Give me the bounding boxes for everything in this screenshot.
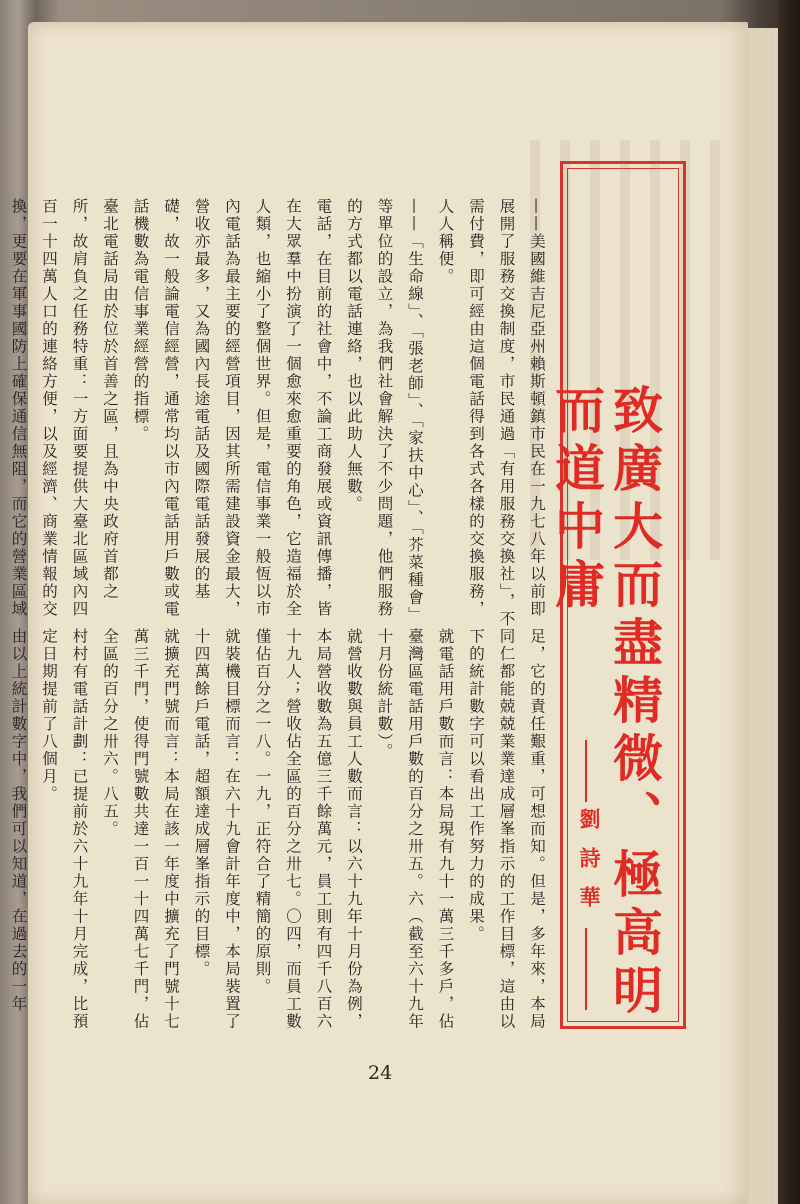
book-binding	[778, 0, 800, 1204]
page-stack-edge	[748, 28, 778, 1204]
body-text-lower: 足，它的責任艱重，可想而知。但是，多年來，本局同仁都能兢兢業業達成層峯指示的工作目標，這由以下的統計數字可以看出工作努力的成果。 就電話用戶數而言：本局現有九十一萬三千多戶，佔臺灣區電話用戶數的百分之卅五。六（截至六十九年十月份統計數）。 就營收數與員工人數而言：以六十九年十月份為例，本局營收數為五億三千餘萬元，員工則有四千八百六十九人；營收佔全區的百分之卅七。〇四，而員工數僅佔百分之一八。一九，正符合了精簡的原則。 就裝機目標而言：在六十九會計年度中，本局裝置了十四萬餘戶電話，超額達成層峯指示的目標。 就擴充門號而言：本局在該一年度中擴充了門號十七萬三千門，使得門號數共達一百一十四萬七千門，佔全區的百分之卅六。八五。 村村有電話計劃：已提前於六十九年十月完成，比預定日期提前了八個月。 由以上統計數字中，我們可以知道，在過去的一年	[9, 628, 546, 1031]
body-text-upper: ——美國維吉尼亞州賴斯頓鎮市民在一九七八年以前即展開了服務交換制度，市民通過「有用服務交換社」，不需付費，即可經由這個電話得到各式各樣的交換服務，人人稱便。 ——「生命線」、「張老師」、「家扶中心」、「芥菜種會」等單位的設立，為我們社會解決了不少問題，他們服務的方式都以電話連絡，也以此助人無數。 電話，在目前的社會中，不論工商發展或資訊傳播，皆在大眾羣中扮演了一個愈來愈重要的角色，它造福於全人類，也縮小了整個世界。但是，電信事業一般恆以市內電話為最主要的經營項目，因其所需建設資金最大，營收亦最多，又為國內長途電話及國際電話發展的基礎，故一般論電信經營，通常均以市內電話用戶數或電話機數為電信事業經營的指標。 臺北電話局由於位於首善之區，且為中央政府首都之所，故肩負之任務特重：一方面要提供大臺北區域內四百一十四萬人口的連絡方便，以及經濟、商業情報的交換，更要在軍事國防上確保通信無阻，而它的營業區域	[9, 198, 546, 628]
author-rule-bottom	[585, 928, 587, 1010]
article-title: 致廣大而盡精微、極高明而道中庸	[547, 384, 663, 1022]
author-rule-top	[585, 740, 587, 802]
page-number: 24	[368, 1062, 393, 1084]
article-author: 劉詩華	[577, 808, 601, 925]
